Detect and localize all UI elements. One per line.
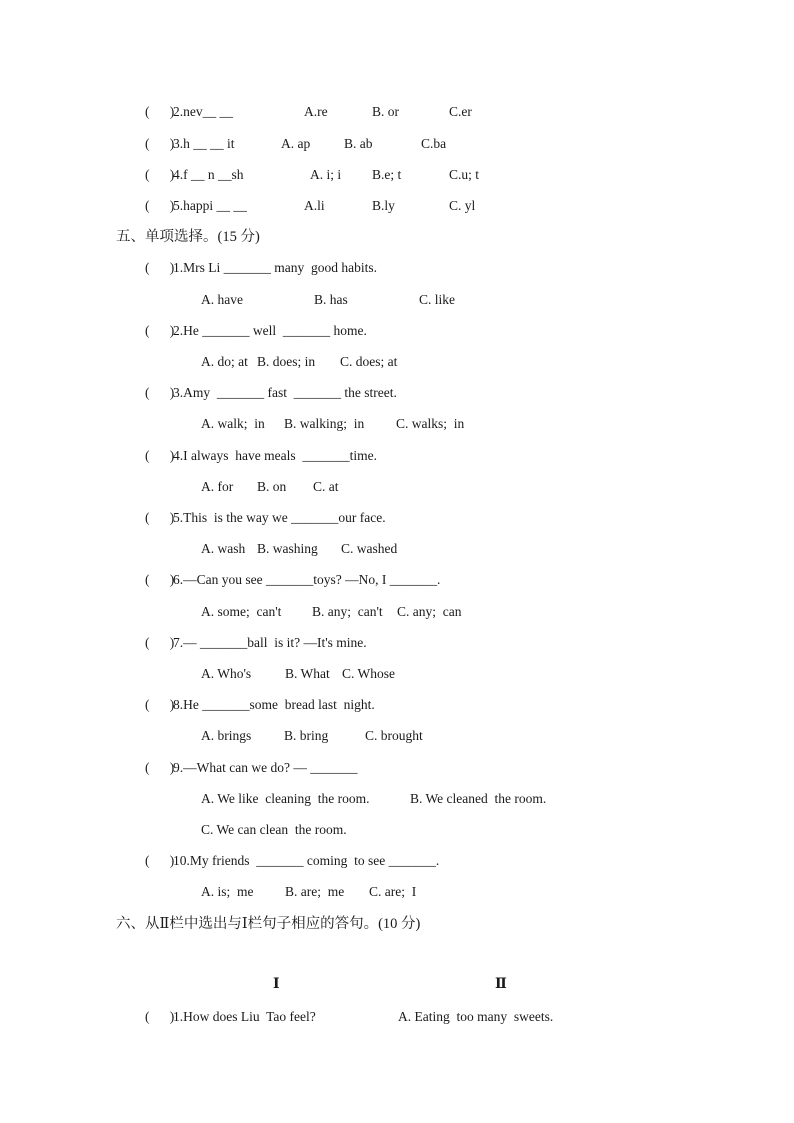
answer-paren[interactable]: ( )	[145, 510, 175, 525]
option-a: A. wash	[201, 541, 246, 556]
option-c: C. brought	[365, 728, 423, 743]
option-b: B.ly	[372, 198, 395, 213]
option-a: A. have	[201, 292, 243, 307]
question-text: 4.f __ n __sh	[173, 167, 244, 182]
answer-paren[interactable]: ( )	[145, 853, 175, 868]
option-b: B. What	[285, 666, 330, 681]
answer-paren[interactable]: ( )	[145, 104, 175, 119]
option-b: B. or	[372, 104, 399, 119]
option-c: C.ba	[421, 136, 447, 151]
column-2-heading: Ⅱ	[495, 977, 507, 992]
option-a: A. do; at	[201, 354, 248, 369]
option-c: C.u; t	[449, 167, 480, 182]
option-b: B. bring	[284, 728, 329, 743]
question-text: 6.—Can you see _______toys? —No, I _______.	[173, 572, 441, 587]
question-text: 3.h __ __ it	[173, 136, 235, 151]
column-1-heading: Ⅰ	[273, 977, 280, 992]
option-a: A. walk; in	[201, 416, 265, 431]
answer-paren[interactable]: ( )	[145, 167, 175, 182]
option-c: C. does; at	[340, 354, 398, 369]
option-c: C. walks; in	[396, 416, 465, 431]
option-b: B. We cleaned the room.	[410, 791, 547, 806]
question-text: 9.—What can we do? — _______	[173, 760, 358, 775]
answer-paren[interactable]: ( )	[145, 572, 175, 587]
answer-paren[interactable]: ( )	[145, 760, 175, 775]
option-a: A.li	[304, 198, 325, 213]
option-a: A. Who's	[201, 666, 252, 681]
option-b: B. any; can't	[312, 604, 383, 619]
option-a: A. brings	[201, 728, 252, 743]
question-text: 8.He _______some bread last night.	[173, 697, 375, 712]
answer-paren[interactable]: ( )	[145, 198, 175, 213]
option-b: B. has	[314, 292, 348, 307]
option-c: C. yl	[449, 198, 476, 213]
option-b: B. are; me	[285, 884, 345, 899]
option-c: C. at	[313, 479, 339, 494]
option-c: C.er	[449, 104, 472, 119]
option-a: A. is; me	[201, 884, 254, 899]
option-a: A. some; can't	[201, 604, 282, 619]
option-a: A. i; i	[310, 167, 342, 182]
option-c: C. washed	[341, 541, 398, 556]
section-6-title: 六、从Ⅱ栏中选出与Ⅰ栏句子相应的答句。(10 分)	[116, 916, 421, 932]
question-text: 1.How does Liu Tao feel?	[173, 1009, 316, 1024]
option-a: A. We like cleaning the room.	[201, 791, 370, 806]
question-text: 5.This is the way we _______our face.	[173, 510, 386, 525]
question-text: 7.— _______ball is it? —It's mine.	[173, 635, 367, 650]
answer-option-a: A. Eating too many sweets.	[398, 1009, 554, 1024]
question-text: 5.happi __ __	[173, 198, 247, 213]
option-b: B. on	[257, 479, 287, 494]
option-b: B. walking; in	[284, 416, 365, 431]
option-c: C. Whose	[342, 666, 395, 681]
option-b: B.e; t	[372, 167, 402, 182]
option-a: A.re	[304, 104, 328, 119]
option-c: C. are; I	[369, 884, 417, 899]
option-c: C. We can clean the room.	[201, 822, 347, 837]
option-b: B. ab	[344, 136, 373, 151]
answer-paren[interactable]: ( )	[145, 323, 175, 338]
answer-paren[interactable]: ( )	[145, 697, 175, 712]
question-text: 4.I always have meals _______time.	[173, 448, 377, 463]
answer-paren[interactable]: ( )	[145, 1009, 175, 1024]
answer-paren[interactable]: ( )	[145, 385, 175, 400]
answer-paren[interactable]: ( )	[145, 136, 175, 151]
answer-paren[interactable]: ( )	[145, 448, 175, 463]
question-text: 1.Mrs Li _______ many good habits.	[173, 260, 377, 275]
option-c: C. any; can	[397, 604, 462, 619]
option-a: A. ap	[281, 136, 311, 151]
answer-paren[interactable]: ( )	[145, 635, 175, 650]
question-text: 2.nev__ __	[173, 104, 233, 119]
question-text: 3.Amy _______ fast _______ the street.	[173, 385, 397, 400]
answer-paren[interactable]: ( )	[145, 260, 175, 275]
section-5-title: 五、单项选择。(15 分)	[116, 229, 260, 245]
option-b: B. washing	[257, 541, 318, 556]
option-c: C. like	[419, 292, 455, 307]
question-text: 10.My friends _______ coming to see _______.	[173, 853, 440, 868]
option-a: A. for	[201, 479, 234, 494]
option-b: B. does; in	[257, 354, 316, 369]
question-text: 2.He _______ well _______ home.	[173, 323, 367, 338]
